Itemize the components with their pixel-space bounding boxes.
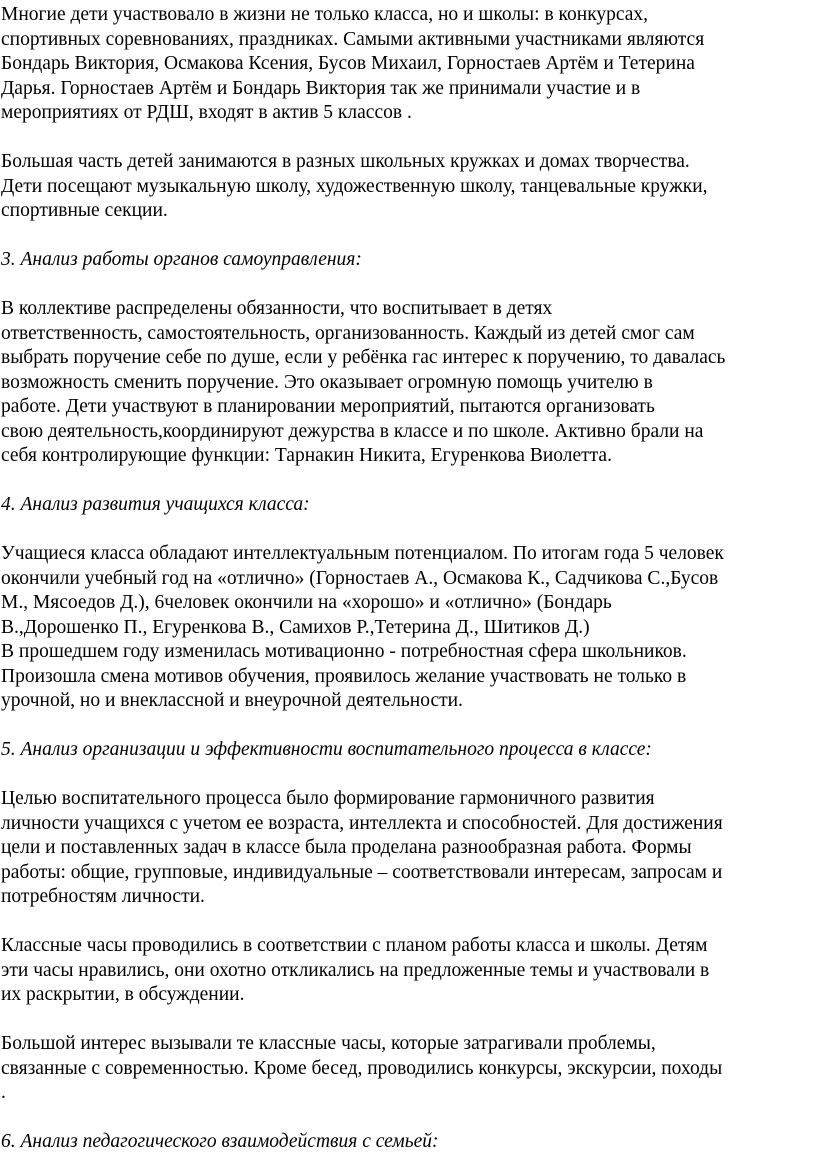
text-line: Целью воспитательного процесса было формирование гармоничного развития [1, 788, 655, 809]
text-line: цели и поставленных задач в классе была проделана разнообразная работа. Формы [1, 837, 692, 858]
text-line: работы: общие, групповые, индивидуальные – соответствовали интересам, запросам и [1, 861, 723, 883]
section-heading-6 [1, 1130, 812, 1155]
heading-text: 6. Анализ педагогического взаимодействия с семьей: [1, 1131, 439, 1152]
text-line: мероприятиях от РДШ, входят в актив 5 классов . [1, 102, 412, 123]
text-line: спортивные секции. [1, 200, 168, 221]
text-line: В.,Дорошенко П., Егуренкова В., Самихов Р.,Тетерина Д., Шитиков Д.) [1, 616, 590, 638]
text-line: Многие дети участвовало в жизни не только класса, но и школы: в конкурсах, [1, 4, 649, 25]
paragraph-student-development [1, 542, 812, 714]
text-line: М., Мясоедов Д.), 6человек окончили на «хорошо» и «отлично» (Бондарь [1, 592, 612, 613]
text-line: себя контролирующие функции: Тарнакин Никита, Егуренкова Виолетта. [1, 445, 612, 466]
text-line: Произошла смена мотивов обучения, проявилось желание участвовать не только в [1, 665, 687, 687]
text-line: эти часы нравились, они охотно откликались на предложенные темы и участвовали в [1, 959, 710, 981]
heading-text: 3. Анализ работы органов самоуправления: [1, 249, 362, 270]
text-line: урочной, но и внеклассной и внеурочной деятельности. [1, 690, 463, 711]
text-line: Учащиеся класса обладают интеллектуальным потенциалом. По итогам года 5 человек [1, 543, 724, 564]
paragraph-class-hours [1, 934, 812, 1008]
text-line: их раскрытии, в обсуждении. [1, 984, 245, 1005]
text-line: выбрать поручение себе по душе, если у ребёнка гас интерес к поручению, то давалась [1, 347, 726, 368]
text-line: личности учащихся с учетом ее возраста, интеллекта и способностей. Для достижения [1, 812, 723, 834]
text-line: Большой интерес вызывали те классные часы, которые затрагивали проблемы, [1, 1033, 656, 1054]
text-line: ответственность, самостоятельность, организованность. Каждый из детей смог сам [1, 322, 695, 344]
paragraph-self-government [1, 297, 812, 469]
text-line: Классные часы проводились в соответствии с планом работы класса и школы. Детям [1, 935, 708, 956]
text-line: потребностям личности. [1, 886, 205, 907]
text-line: возможность сменить поручение. Это оказывает огромную помощь учителю в [1, 371, 653, 393]
text-line: . [1, 1082, 6, 1103]
heading-text: 4. Анализ развития учащихся класса: [1, 494, 310, 515]
section-heading-5 [1, 738, 812, 763]
text-line: свою деятельность,координируют дежурства в классе и по школе. Активно брали на [1, 420, 704, 442]
text-line: Дарья. Горностаев Артём и Бондарь Виктория так же принимали участие и в [1, 77, 641, 99]
text-line: В прошедшем году изменилась мотивационно - потребностная сфера школьников. [1, 641, 687, 662]
text-line: связанные с современностью. Кроме бесед, проводились конкурсы, экскурсии, походы [1, 1057, 723, 1079]
text-line: Бондарь Виктория, Осмакова Ксения, Бусов Михаил, Горностаев Артём и Тетерина [1, 53, 695, 74]
text-line: окончили учебный год на «отлично» (Горностаев А., Осмакова К., Садчикова С.,Бусов [1, 567, 719, 589]
text-line: Большая часть детей занимаются в разных школьных кружках и домах творчества. [1, 151, 690, 172]
paragraph-educational-goal [1, 787, 812, 910]
paragraph-participation [1, 3, 812, 126]
section-heading-3 [1, 248, 812, 273]
text-line: В коллективе распределены обязанности, что воспитывает в детях [1, 298, 553, 319]
text-line: спортивных соревнованиях, праздниках. Самыми активными участниками являются [1, 28, 705, 50]
heading-text: 5. Анализ организации и эффективности воспитательного процесса в классе: [1, 739, 652, 760]
text-line: Дети посещают музыкальную школу, художественную школу, танцевальные кружки, [1, 175, 708, 197]
section-heading-4 [1, 493, 812, 518]
paragraph-clubs [1, 150, 812, 224]
text-line: работе. Дети участвуют в планировании мероприятий, пытаются организовать [1, 396, 655, 417]
paragraph-interest [1, 1032, 812, 1106]
